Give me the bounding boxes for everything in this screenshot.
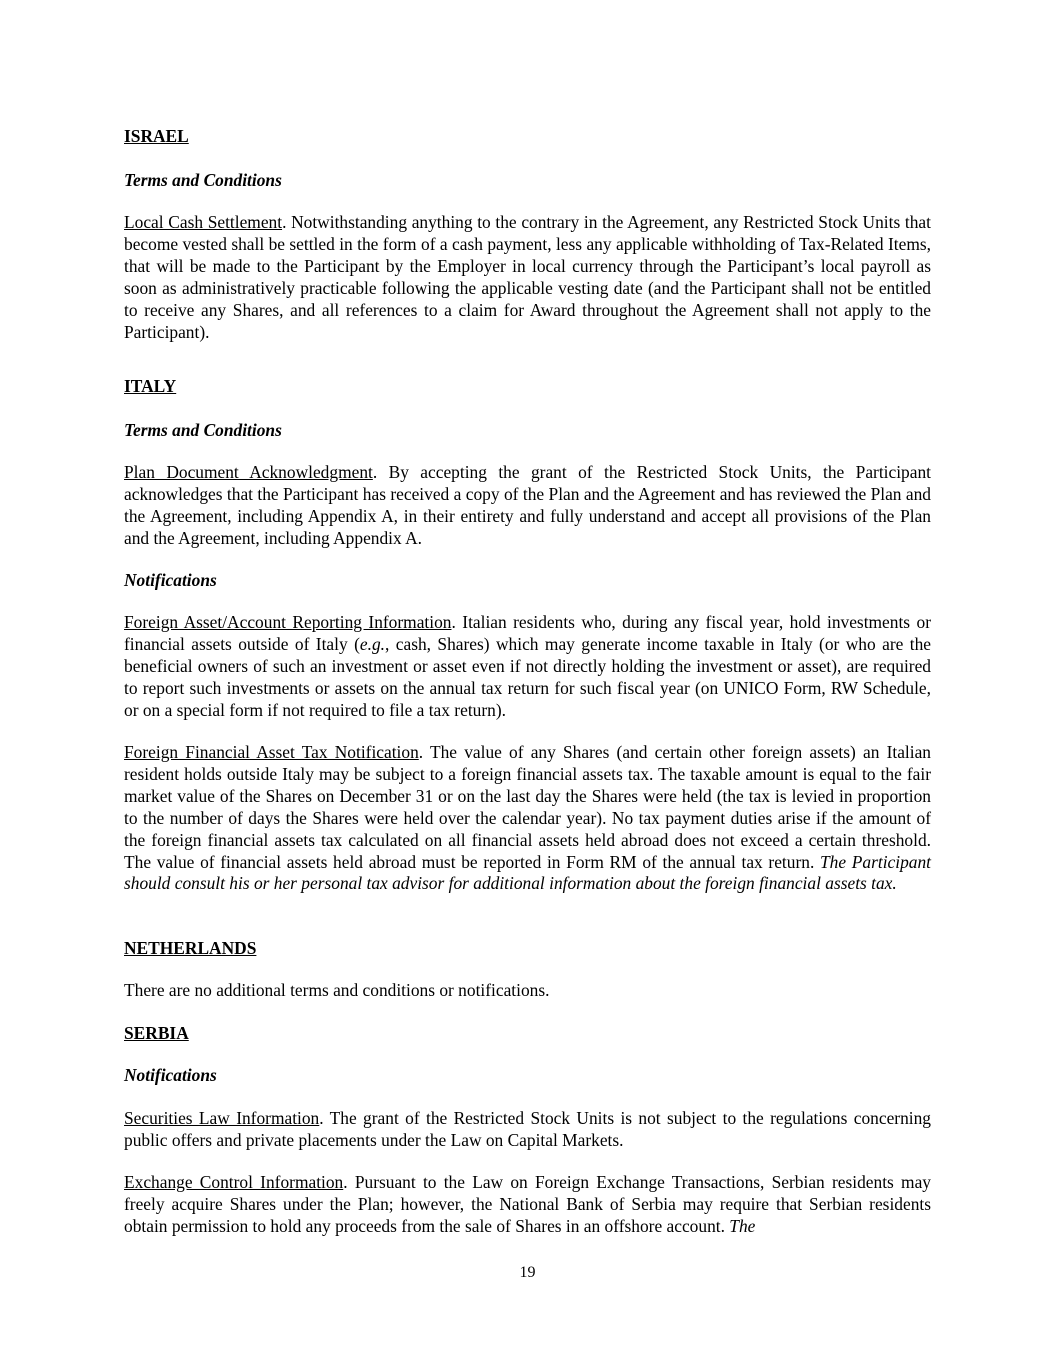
paragraph-body: . The grant of the Restricted Stock Units is not subject to the regulations concerning public offers and private placements under the Law on Capital Markets.	[124, 1108, 931, 1150]
paragraph-title: Local Cash Settlement	[124, 212, 283, 232]
page-number: 19	[519, 1264, 536, 1281]
paragraph-foreign-asset-reporting	[124, 612, 931, 722]
paragraph-body: . By accepting the grant of the Restricted Stock Units, the Participant acknowledges that the Participant has received a copy of the Plan and the Agreement and has reviewed the Plan and the Agreement, including Appendix A, in their entirety and fully understand and accept all provisions of the Plan and the Agreement, including Appendix A.	[124, 462, 931, 548]
paragraph-title: Foreign Asset/Account Reporting Information	[124, 612, 452, 632]
paragraph-plan-document-acknowledgment	[124, 462, 931, 550]
subheading-italy-notifications: Notifications	[124, 570, 217, 590]
paragraph-eg: e.g.	[359, 633, 385, 654]
paragraph-italic-continuation: The	[729, 1215, 756, 1236]
paragraph-foreign-financial-asset-tax	[124, 742, 931, 895]
subheading-israel-terms: Terms and Conditions	[124, 170, 282, 190]
section-heading-serbia: SERBIA	[124, 1023, 189, 1043]
paragraph-local-cash-settlement	[124, 212, 931, 343]
paragraph-securities-law	[124, 1108, 931, 1152]
paragraph-body-continued: , cash, Shares) which may generate income taxable in Italy (or who are the beneficial owners of such an investment or asset even if not directly holding the investment or asset), are required to report such investments or assets on the annual tax return for such fiscal year (on UNICO Form, RW Schedule, or on a special form if not required to file a tax return).	[124, 633, 931, 720]
subheading-italy-terms: Terms and Conditions	[124, 420, 282, 440]
paragraph-body: . Italian residents who, during any fiscal year, hold investments or financial assets outside of Italy (	[124, 612, 932, 654]
paragraph-italic-note: The Participant should consult his or her personal tax advisor for additional information about the foreign financial assets tax.	[124, 851, 931, 894]
paragraph-title: Plan Document Acknowledgment	[124, 462, 373, 482]
section-heading-netherlands: NETHERLANDS	[124, 938, 257, 958]
paragraph-body: . The value of any Shares (and certain other foreign assets) an Italian resident holds outside Italy may be subject to a foreign financial assets tax. The taxable amount is equal to the fair market value of the Shares on December 31 or on the last day the Shares were held (the tax is levied in proportion to the number of days the Shares were held over the calendar year). No tax payment duties arise if the amount of the foreign financial assets tax calculated on all financial assets held abroad does not exceed a certain threshold. The value of financial assets held abroad must be reported in Form RM of the annual tax return.	[124, 742, 931, 872]
section-heading-italy: ITALY	[124, 376, 177, 396]
paragraph-title: Securities Law Information	[124, 1108, 320, 1128]
paragraph-body: . Notwithstanding anything to the contrary in the Agreement, any Restricted Stock Units that become vested shall be settled in the form of a cash payment, less any applicable withholding of Tax-Related Items, that will be made to the Participant by the Employer in local currency through the Participant’s local payroll as soon as administratively practicable following the applicable vesting date (and the Participant shall not be entitled to receive any Shares, and all references to a claim for Award throughout the Agreement shall not apply to the Participant).	[124, 212, 931, 342]
paragraph-exchange-control	[124, 1172, 931, 1238]
paragraph-title: Foreign Financial Asset Tax Notification	[124, 742, 419, 762]
section-heading-israel: ISRAEL	[124, 126, 189, 146]
paragraph-title: Exchange Control Information	[124, 1172, 344, 1192]
subheading-serbia-notifications: Notifications	[124, 1065, 217, 1085]
paragraph-netherlands: There are no additional terms and conditions or notifications.	[124, 980, 550, 1000]
paragraph-body: . Pursuant to the Law on Foreign Exchange Transactions, Serbian residents may freely acquire Shares under the Plan; however, the National Bank of Serbia may require that Serbian residents obtain permission to hold any proceeds from the sale of Shares in an offshore account.	[124, 1172, 931, 1236]
